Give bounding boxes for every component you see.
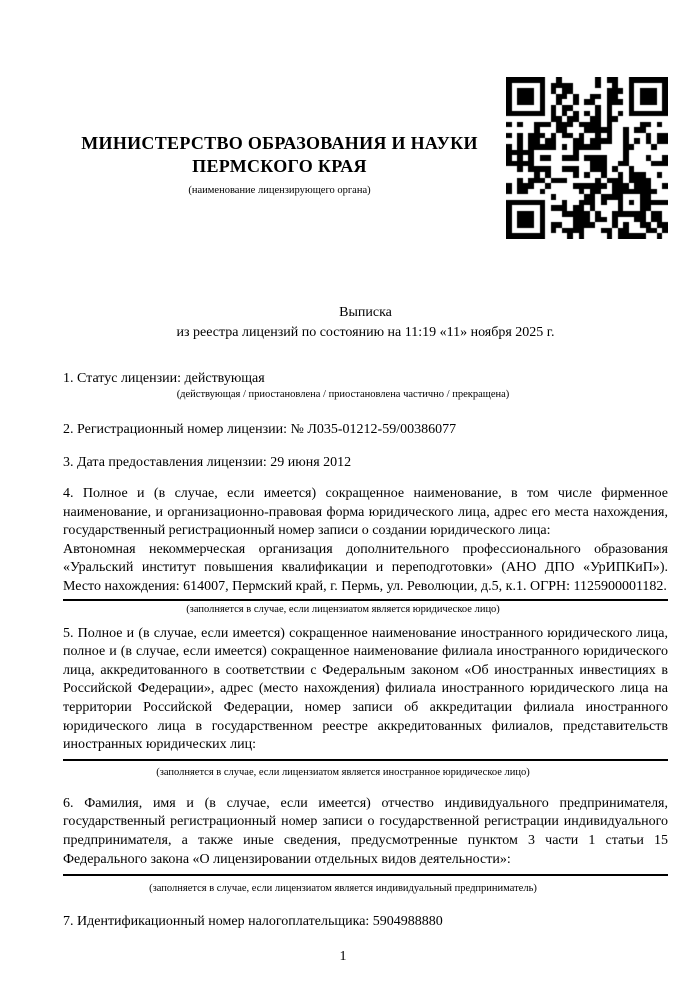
- item-4-legal-entity-block: [63, 485, 668, 601]
- document-header: [63, 0, 668, 239]
- page-number: 1: [339, 949, 347, 965]
- item-6-entrepreneur-text: 6. Фамилия, имя и (в случае, если имеется) отчество индивидуального предпринимателя, государственный регистрационный номер записи о государственной регистрации индивидуального предпринимателя, а также иные сведения, предусмотренные пунктом 3 части 1 статьи 15 Федерального закона «О лицензировании отдельных видов деятельности»:: [63, 795, 668, 867]
- item-3-grant-date: 3. Дата предоставления лицензии: 29 июня 2012: [63, 455, 352, 470]
- item-4-caption: (заполняется в случае, если лицензиатом является юридическое лицо): [186, 603, 500, 615]
- item-2-registration-number: 2. Регистрационный номер лицензии: № Л035-01212-59/00386077: [63, 422, 457, 437]
- licensing-authority-caption: (наименование лицензирующего органа): [188, 185, 371, 196]
- document-title: Выписка: [339, 305, 392, 320]
- item-1-caption: (действующая / приостановлена / приостановлена частично / прекращена): [176, 389, 510, 400]
- item-1-license-status: 1. Статус лицензии: действующая: [63, 371, 265, 386]
- ministry-name-line1: МИНИСТЕРСТВО ОБРАЗОВАНИЯ И НАУКИ: [81, 133, 478, 153]
- document-title-date-line: из реестра лицензий по состоянию на 11:19 «11» ноября 2025 г.: [176, 325, 555, 340]
- licensing-authority-block: [63, 132, 496, 197]
- item-5-blank-line: [63, 755, 668, 761]
- ministry-name-line2: ПЕРМСКОГО КРАЯ: [192, 156, 367, 176]
- item-5-foreign-entity-text: 5. Полное и (в случае, если имеется) сокращенное наименование иностранного юридического лица, полное и (в случае, если имеется) сокращенное наименование филиала иностранного юридического лица, аккредитованного в соответствии с Федеральным законом «Об иностранных инвестициях в Российской Федерации», адрес (место нахождения) филиала иностранного юридического лица на территории Российской Федерации, номер записи об аккредитации филиала иностранного юридического лица в государственном реестре аккредитованных филиалов, представительств иностранных юридических лиц:: [63, 625, 668, 753]
- item-4-value: Автономная некоммерческая организация дополнительного профессионального образования «Уральский институт повышения квалификации и переподготовки» (АНО ДПО «УрИПКиП»). Место нахождения: 614007, Пермский край, г. Пермь, ул. Революции, д.5, к.1. ОГРН: 1125900001182.: [63, 541, 668, 594]
- item-6-blank-line: [63, 869, 668, 876]
- item-5-caption: (заполняется в случае, если лицензиатом является иностранное юридическое лицо): [156, 766, 530, 778]
- item-4-text: 4. Полное и (в случае, если имеется) сокращенное наименование, в том числе фирменное наименование, и организационно-правовая форма юридического лица, адрес его места нахождения, государственный регистрационный номер записи о создании юридического лица:: [63, 486, 668, 539]
- item-6-caption: (заполняется в случае, если лицензиатом является индивидуальный предприниматель): [149, 883, 537, 895]
- document-title-block: [63, 303, 668, 343]
- qr-code: [506, 77, 668, 239]
- item-7-taxpayer-number: 7. Идентификационный номер налогоплательщика: 5904988880: [63, 914, 443, 930]
